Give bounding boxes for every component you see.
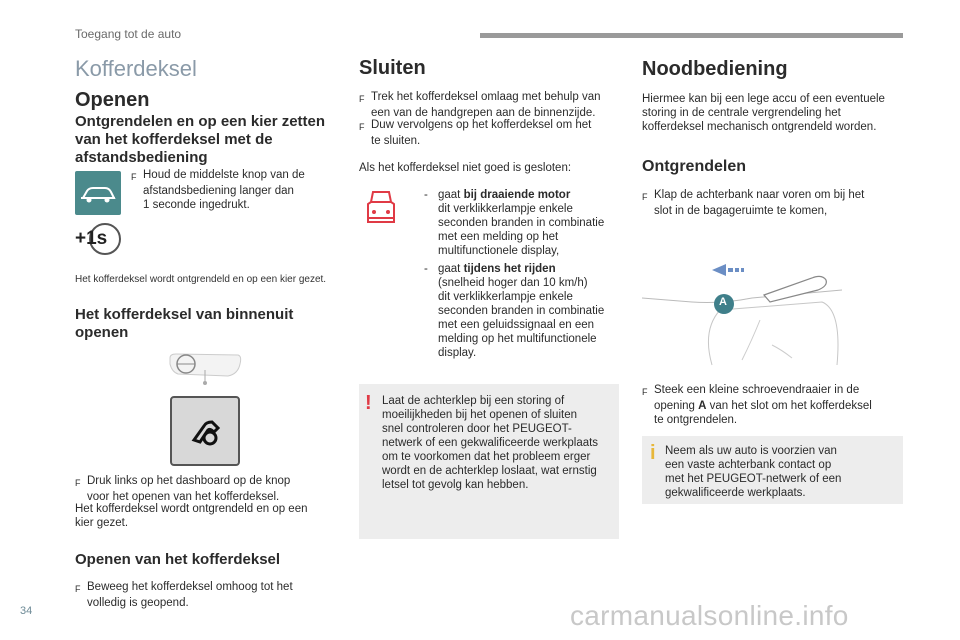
page-number: 34 [20,605,33,617]
section-header: Toegang tot de auto [75,27,182,41]
warning-exclamation-icon: ! [365,392,372,414]
heading-noodbediening: Noodbediening [642,58,788,80]
step-beweeg: F Beweeg het kofferdeksel omhoog tot het volledig is geopend. [75,581,293,609]
lamp-list-item-2: - gaat tijdens het rijden (snelheid hoger dan 10 km/h) dit verklikkerlampje enkele seconden branden in combinatie met een geluidssignaal en een melding op het multifunctionele display. [424,263,605,359]
note-ontgrendeld: Het kofferdeksel wordt ontgrendeld en op een kier gezet. [75,274,327,285]
heading-ontgrendelen: Ontgrendelen [642,158,747,175]
step-trek: F Trek het kofferdeksel omlaag met behulp van een van de handgrepen aan de binnenzijde. [359,91,601,119]
step-houd: F Houd de middelste knop van de afstandsbediening langer dan 1 seconde ingedrukt. [131,169,305,211]
info-icon: i [650,442,656,464]
header-bar [480,33,903,38]
step-druk: F Druk links op het dashboard op de knop voor het openen van het kofferdeksel. [75,475,291,503]
bullet-arrow-icon: F [75,584,81,594]
step-steek: F Steek een kleine schroevendraaier in de opening A van het slot om het kofferdeksel te ontgrendelen. [642,384,872,426]
step-klap: F Klap de achterbank naar voren om bij het slot in de bagageruimte te komen, [642,189,865,217]
step-duw: F Duw vervolgens op het kofferdeksel om het te sluiten. [359,119,592,147]
heading-ontgrendelen-afstand: Ontgrendelen en op een kier zetten van het kofferdeksel met de afstandsbediening [75,113,326,166]
bullet-arrow-icon: F [642,192,648,202]
heading-openen-koffer: Openen van het kofferdeksel [75,551,281,568]
result-ontgrendeld: Het kofferdeksel wordt ontgrendeld en op een kier gezet. [75,503,308,529]
one-second-icon: +1s [75,222,123,256]
trunk-open-warning-lamp-icon [364,188,398,228]
page-title: Kofferdeksel [75,56,197,81]
info-text: Neem als uw auto is voorzien van een vaste achterbank contact op met het PEUGEOT-netwerk of een gekwalificeerde werkplaats. [665,445,842,499]
bullet-arrow-icon: F [359,94,365,104]
dashboard-illustration [168,350,243,386]
bullet-arrow-icon: F [75,478,81,488]
bullet-arrow-icon: F [642,387,648,397]
heading-sluiten: Sluiten [359,57,426,79]
label-a: A [719,296,727,308]
bullet-arrow-icon: F [359,122,365,132]
bullet-arrow-icon: F [131,172,137,182]
niet-goed-text: Als het kofferdeksel niet goed is gesloten: [359,162,572,174]
warning-box [359,384,619,539]
warning-text: Laat de achterklep bij een storing of moeilijkheden bij het openen of sluiten snel controleren door het PEUGEOT- netwerk of een gekwalificeerde werkplaats om te voorkomen dat het probleem erger wordt en de achterklep loslaat, wat ernstig letsel tot gevolg kan hebben. [382,395,599,491]
nood-intro: Hiermee kan bij een lege accu of een eventuele storing in de centrale vergrendeling het kofferdeksel mechanisch ontgrendeld worden. [642,93,885,133]
remote-key-icon [75,171,121,215]
info-box [642,436,903,504]
trunk-open-button-icon [170,396,240,466]
watermark: carmanualsonline.info [570,600,849,631]
heading-binnenuit: Het kofferdeksel van binnenuit openen [75,306,294,341]
lamp-list-item-1: - gaat bij draaiende motor dit verklikkerlampje enkele seconden branden in combinatie met een melding op het multifunctionele display, [424,189,605,257]
trunk-lock-illustration [642,250,867,375]
heading-openen: Openen [75,89,150,111]
